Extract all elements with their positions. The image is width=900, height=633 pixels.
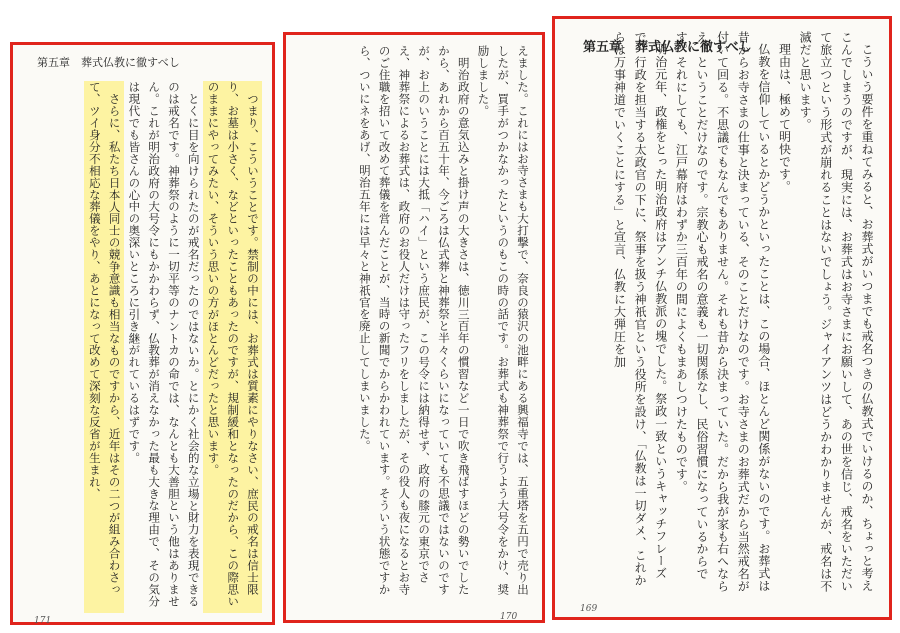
page-number: 171 xyxy=(34,616,52,626)
paragraph: えました。これにはお寺さまも大打撃で、奈良の猿沢の池畔にある興福寺では、五重塔を五円で売り出したが、買手がつかなかったというのもこの時の話です。お葬式も神葬祭で行うよう大号令をかけ、奨励しました。 xyxy=(476,45,530,596)
paragraph: 明治政府の意気込みと掛け声の大きさは、徳川三百年の慣習など一日で吹き飛ばすほどの勢いでしたから、あれから百五十年、今ごろは仏式葬と神葬祭と半々くらいになっていても不思議ではないのですが、お上のいうことには大抵「ハイ」という庶民が、この号令には納得せず、政府の膝元の東京でさえ、神葬祭によるお葬式は、政府のお役人だけは守ったフリをしましたが、その役人も夜になるとお寺のご住職を招いて改めて葬儀を営んだことが、当時の新聞でからかわれています。そういう状態ですから、ついにネをあげ、明治五年には早々と神祇官を廃止してしまいました。 xyxy=(357,45,471,596)
paragraph: とくに目を向けられたのが戒名だったのではないか。とにかく社会的な立場と財力を表現できるのは戒名です。神葬祭のように一切平等のナントカの命では、なんとも大善胆という他はありません。これが明治政府の大号令にもかかわらず、仏教葬が消えなかった最も大きな理由で、その気分は現代でも皆さんの心中の奥深いところに引き継がれているはずです。 xyxy=(127,81,201,608)
page-header: 第五章 葬式仏教に徹すべし xyxy=(583,40,752,55)
vertical-body-text xyxy=(16,81,262,613)
page-number: 169 xyxy=(580,604,598,614)
vertical-body-text xyxy=(559,31,877,597)
book-page-left xyxy=(10,42,275,625)
paragraph: 明治元年、政権をとった明治政府はアンチ仏教派の塊でした。祭政一致というキャッチフレーズで、行政を担当する太政官の下に、祭事を扱う神祇官という役所を設け、「仏教は一切ダメ、これからは万事神道でいくことにする」と宣言、仏教に大弾圧を加 xyxy=(612,31,668,587)
page-number: 170 xyxy=(500,612,518,622)
paragraph: こういう要件を重ねてみると、お葬式がいつまでも戒名つきの仏教式でいけるのか、ちょっと考えこんでしまうのですが、現実には、お葬式はお寺さまにお願いして、あの世を信じ、戒名をいただいて旅立つという形式が崩れることはないでしょう。ジャイアンツはどうかわかりませんが、戒名は不滅だと思います。 xyxy=(798,31,874,593)
vertical-body-text xyxy=(290,45,532,605)
paragraph: 仏教を信仰しているとかどうかといったことは、この場合、ほとんど関係がないのです。お葬式は昔からお寺さまの仕事と決まっている、そのことだけなのです。お寺さまのお葬式だから当然戒名が付いて回る。不思議でもなんでもありません。それも昔から決まっていた。だから我が家も右へならえ、ということだけなのです。宗教心も戒名の意義も一切関係なし、民俗習慣になっているからです。それにしても、江戸幕府はわずか三百年の間によくもまあしつけたものです。 xyxy=(674,31,771,593)
book-page-right xyxy=(552,16,892,620)
page-header: 第五章 葬式仏教に徹すべし xyxy=(37,56,180,69)
paragraph: さらに、私たち日本人同士の競争意識も相当なものですから、近年はその二つが組み合わさって、ツイ身分不相応な葬儀をやり、あとになって改めて深刻な反省が生まれ、 xyxy=(84,81,124,613)
book-page-middle xyxy=(283,32,545,623)
paragraph: 理由は、極めて明快です。 xyxy=(777,43,792,193)
paragraph: つまり、こういうことです。禁制の中には、お葬式は質素にやりなさい、庶民の戒名は信士限り、お墓は小さく、などといったこともあったのですが、規制緩和となったのだから、この際思いのままにやってみたい、そういう思いの方がほとんどだったと思います。 xyxy=(203,81,262,613)
